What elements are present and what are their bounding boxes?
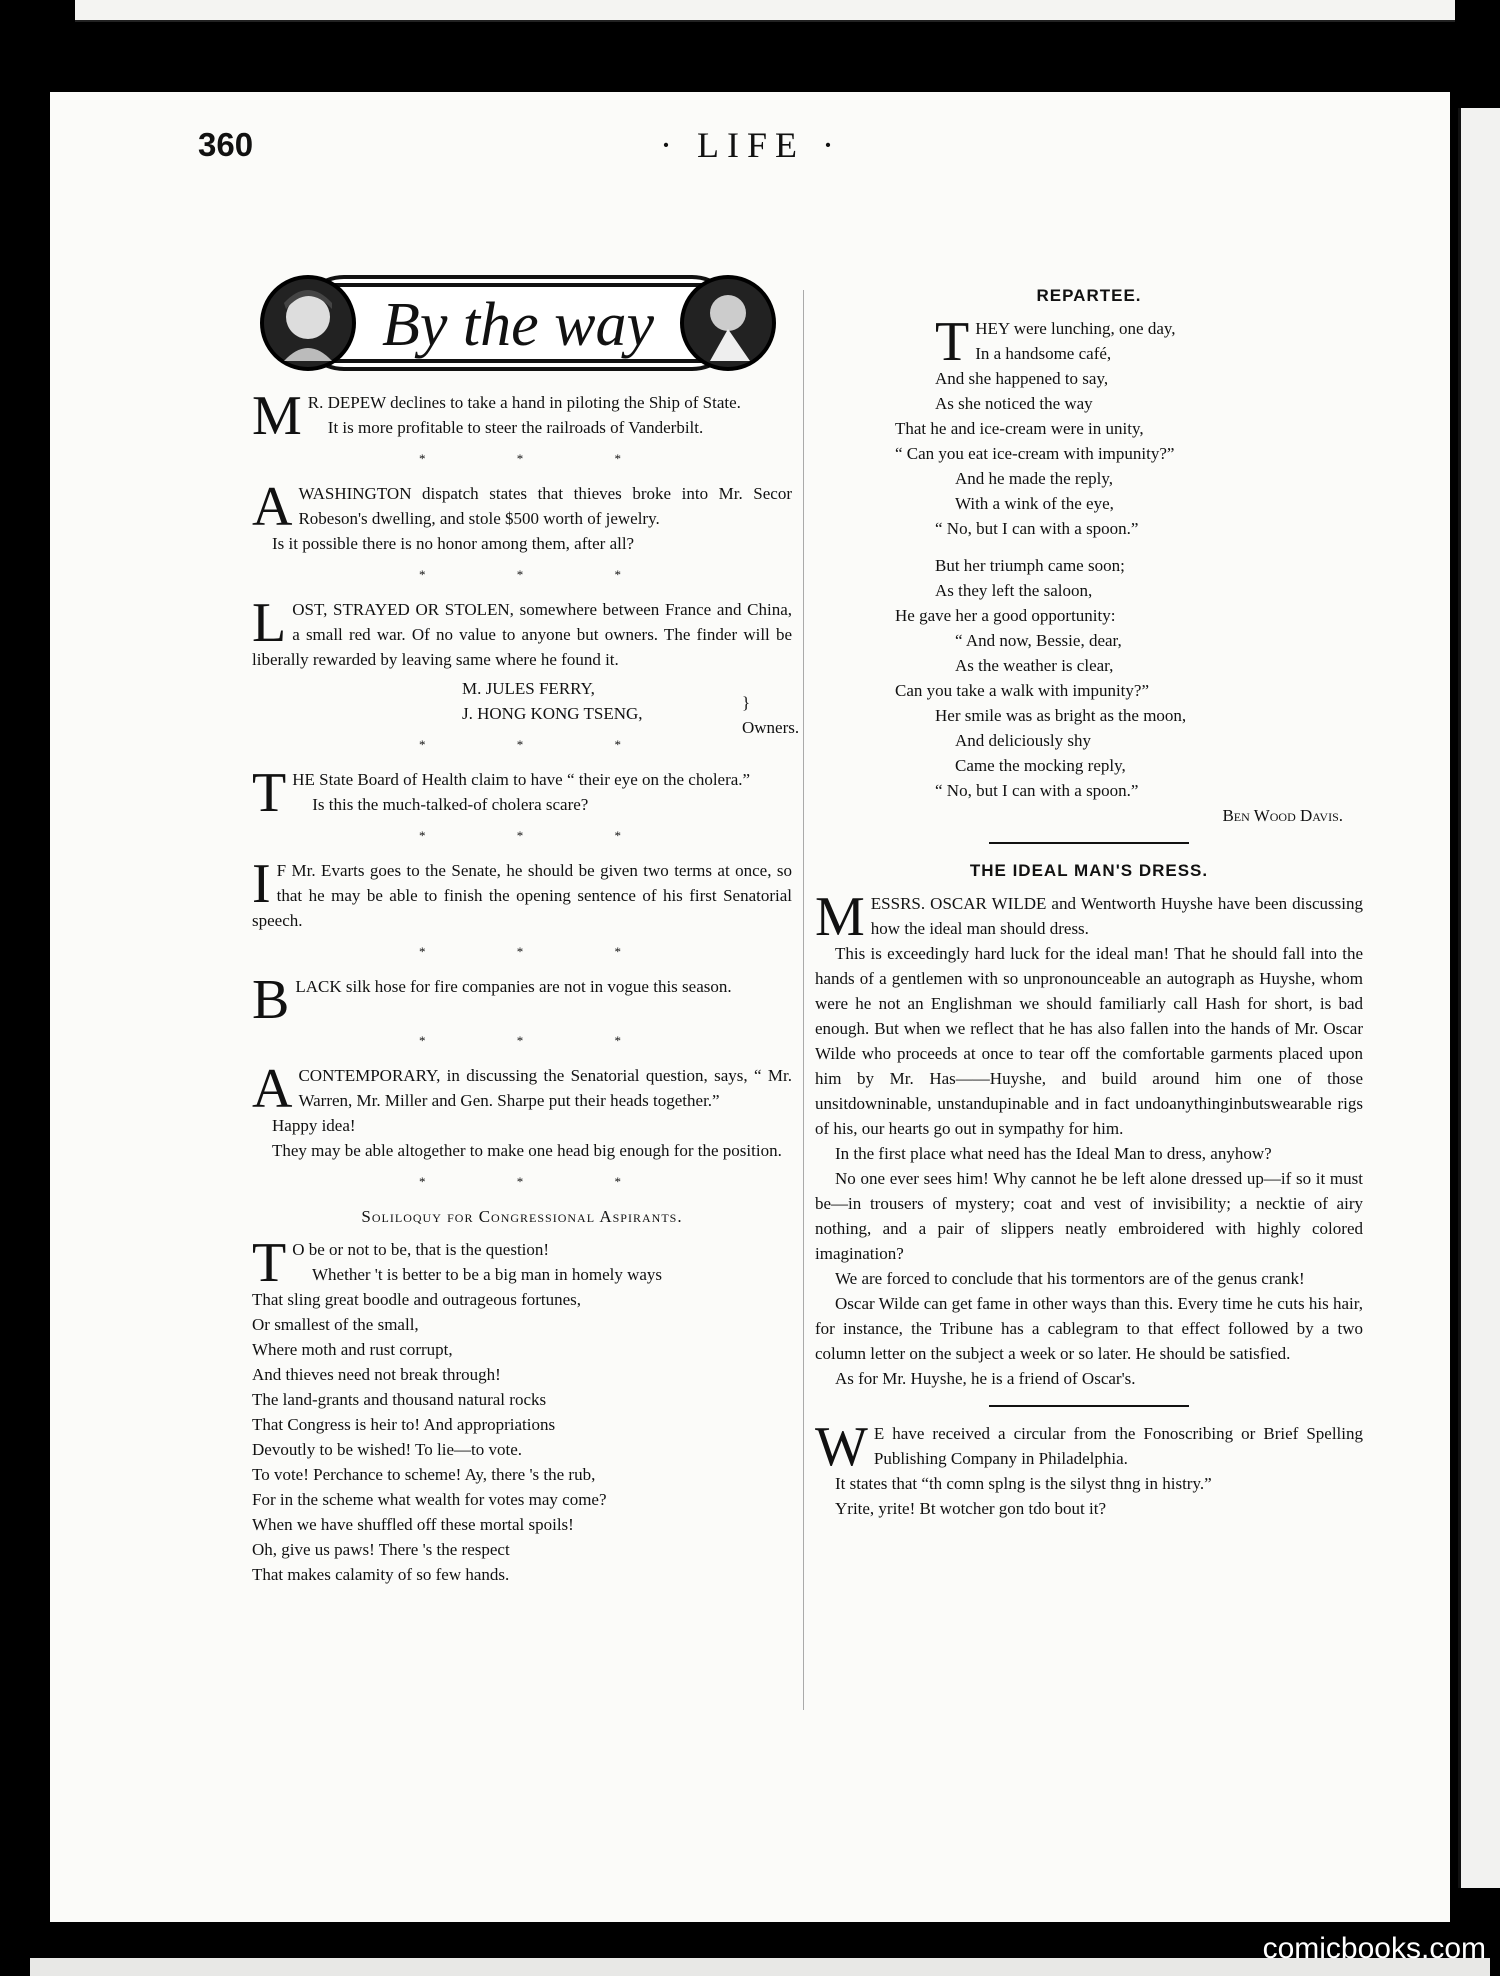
banner-title: By the way	[381, 291, 655, 359]
verse-line: O be or not to be, that is the question!	[292, 1240, 550, 1259]
owners-label: } Owners.	[742, 693, 800, 737]
section-stars: * * *	[419, 567, 665, 582]
drop-cap: T	[252, 762, 287, 824]
verse-line: Where moth and rust corrupt,	[252, 1340, 453, 1359]
section-stars: * * *	[419, 451, 665, 466]
dress-paragraph: As for Mr. Huyshe, he is a friend of Oscar's.	[835, 1369, 1136, 1388]
verse-line: In a handsome café,	[975, 344, 1112, 363]
verse-line: For in the scheme what wealth for votes may come?	[252, 1490, 607, 1509]
health-item: THE State Board of Health claim to have “ their eye on the cholera.”	[252, 762, 751, 824]
washington-punchline: Is it possible there is no honor among them, after all?	[272, 534, 635, 553]
depew-item: M R. DEPEW declines to take a hand in piloting the Ship of State.	[252, 385, 741, 447]
verse-line: “ Can you eat ice-cream with impunity?”	[895, 444, 1175, 463]
running-head: · LIFE ·	[660, 125, 842, 165]
column-divider	[803, 290, 804, 1710]
verse-line: As the weather is clear,	[955, 656, 1114, 675]
section-stars: * * *	[419, 737, 665, 752]
verse-line: With a wink of the eye,	[955, 494, 1114, 513]
circular-paragraph: Yrite, yrite! Bt wotcher gon tdo bout it?	[835, 1499, 1106, 1518]
author-signature: Ben Wood Davis.	[1222, 806, 1343, 825]
drop-cap: M	[252, 385, 302, 447]
verse-line: Her smile was as bright as the moon,	[935, 706, 1187, 725]
repartee-verse	[815, 311, 1363, 803]
black-hose-item: BLACK silk hose for fire companies are not in vogue this season.	[252, 969, 732, 1031]
section-stars: * * *	[419, 828, 665, 843]
contemporary-item: ACONTEMPORARY, in discussing the Senatorial question, says, “ Mr. Warren, Mr. Miller and Gen. Sharpe put their heads together.”	[252, 1058, 792, 1120]
section-stars: * * *	[419, 944, 665, 959]
verse-line: “ No, but I can with a spoon.”	[935, 519, 1139, 538]
verse-line: To vote! Perchance to scheme! Ay, there 's the rub,	[252, 1465, 596, 1484]
verse-line: Whether 't is better to be a big man in homely ways	[312, 1265, 663, 1284]
drop-cap: A	[252, 476, 293, 538]
verse-line: Or smallest of the small,	[252, 1315, 419, 1334]
dress-paragraph: MESSRS. OSCAR WILDE and Wentworth Huyshe have been discussing how the ideal man should dress.	[815, 886, 1363, 948]
verse-line: He gave her a good opportunity:	[895, 606, 1116, 625]
previous-page-edge	[75, 0, 1455, 22]
source-watermark: comicbooks.com	[1262, 1932, 1486, 1965]
depew-punchline: It is more profitable to steer the railroads of Vanderbilt.	[327, 418, 704, 437]
verse-line: HEY were lunching, one day,	[975, 319, 1176, 338]
verse-line: Came the mocking reply,	[955, 756, 1126, 775]
owner-ferry: M. JULES FERRY,	[462, 679, 595, 698]
drop-cap: B	[252, 969, 290, 1031]
verse-line: The land-grants and thousand natural rocks	[252, 1390, 547, 1409]
verse-line: “ And now, Bessie, dear,	[955, 631, 1122, 650]
drop-cap: T	[252, 1232, 287, 1294]
next-page-edge	[1458, 108, 1500, 1888]
repartee-title: REPARTEE.	[1036, 286, 1142, 305]
drop-cap: M	[815, 886, 865, 948]
page-number: 360	[198, 126, 254, 163]
section-stars: * * *	[419, 1174, 665, 1189]
dress-paragraph: We are forced to conclude that his tormentors are of the genus crank!	[835, 1269, 1305, 1288]
left-column	[252, 277, 800, 1587]
verse-line: That sling great boodle and outrageous fortunes,	[252, 1290, 582, 1309]
verse-line: When we have shuffled off these mortal spoils!	[252, 1515, 574, 1534]
drop-cap: A	[252, 1058, 293, 1120]
drop-cap: L	[252, 592, 287, 654]
owners-block	[462, 676, 800, 737]
verse-line: But her triumph came soon;	[935, 556, 1125, 575]
section-rule	[989, 1405, 1189, 1407]
dress-title: THE IDEAL MAN'S DRESS.	[969, 861, 1209, 880]
drop-cap: W	[815, 1416, 868, 1478]
soliloquy-verse	[252, 1232, 792, 1587]
right-column	[815, 277, 1363, 1521]
stanza-break	[935, 541, 1363, 553]
dress-paragraph: Oscar Wilde can get fame in other ways than this. Every time he cuts his hair, for instance, the Tribune has a cablegram to that effect followed by a two column letter on the subject a week or so later. He should be satisfied.	[815, 1294, 1363, 1363]
washington-item: AWASHINGTON dispatch states that thieves broke into Mr. Secor Robeson's dwelling, and stole $500 worth of jewelry.	[252, 476, 792, 538]
contemporary-line-3: They may be able altogether to make one head big enough for the position.	[272, 1141, 782, 1160]
circular-paragraph: It states that “th comn splng is the silyst thng in histry.”	[835, 1474, 1212, 1493]
verse-line: And thieves need not break through!	[252, 1365, 501, 1384]
soliloquy-title: Soliloquy for Congressional Aspirants.	[361, 1207, 683, 1226]
verse-line: Can you take a walk with impunity?”	[895, 681, 1149, 700]
lost-item: LOST, STRAYED OR STOLEN, somewhere between France and China, a small red war. Of no value to anyone but owners. The finder will be liberally rewarded by leaving same where he found it.	[252, 592, 792, 669]
drop-cap: I	[252, 853, 271, 915]
health-punchline: Is this the much-talked-of cholera scare?	[312, 795, 589, 814]
verse-line: And he made the reply,	[955, 469, 1113, 488]
verse-line: And she happened to say,	[935, 369, 1109, 388]
dress-paragraph: No one ever sees him! Why cannot he be left alone dressed up—if so it must be—in trousers of mystery; coat and vest of invisibility; a necktie of airy nothing, and a pair of slippers neatly embroidered with highly colored imagination?	[815, 1169, 1363, 1263]
verse-line: Devoutly to be wished! To lie—to vote.	[252, 1440, 522, 1459]
verse-line: “ No, but I can with a spoon.”	[935, 781, 1139, 800]
dress-paragraph: In the first place what need has the Ideal Man to dress, anyhow?	[835, 1144, 1272, 1163]
drop-cap: T	[935, 311, 970, 373]
verse-line: And deliciously shy	[955, 731, 1091, 750]
section-rule	[989, 842, 1189, 844]
verse-line: That makes calamity of so few hands.	[252, 1565, 510, 1584]
circular-paragraph: W E have received a circular from the Fonoscribing or Brief Spelling Publishing Company in Philadelphia.	[815, 1416, 1363, 1478]
verse-line: That Congress is heir to! And appropriations	[252, 1415, 556, 1434]
contemporary-line-2: Happy idea!	[272, 1116, 356, 1135]
evarts-item: I F Mr. Evarts goes to the Senate, he should be given two terms at once, so that he may be able to finish the opening sentence of his first Senatorial speech.	[252, 853, 792, 930]
by-the-way-banner	[258, 269, 778, 377]
verse-line: As they left the saloon,	[935, 581, 1093, 600]
owner-tseng: J. HONG KONG TSENG,	[462, 704, 643, 723]
verse-line: As she noticed the way	[935, 394, 1093, 413]
dress-paragraph: This is exceedingly hard luck for the ideal man! That he should fall into the hands of a gentlemen with so unpronounceable an autograph as Huyshe, whom were he not an Englishman we should familiarly call Hash for short, is bad enough. But when we reflect that he has also fallen into the hands of Mr. Oscar Wilde who proceeds at once to tear off the comfortable garments placed upon him by Mr. Has——Huyshe, and build around him one of those unsitdowninable, unstandupinable and in fact undoanythinginbutswearable rigs of his, our hearts go out in sympathy for him.	[815, 944, 1363, 1138]
verse-line: Oh, give us paws! There 's the respect	[252, 1540, 510, 1559]
section-stars: * * *	[419, 1033, 665, 1048]
verse-line: That he and ice-cream were in unity,	[895, 419, 1144, 438]
